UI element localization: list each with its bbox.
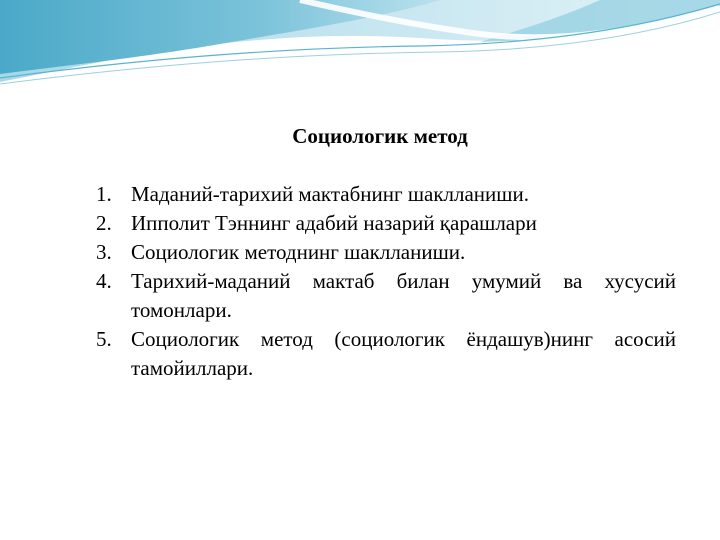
list-item-number: 4. [96, 269, 112, 293]
list-item [96, 238, 676, 267]
wave-decoration [0, 0, 720, 100]
slide-title: Социологик метод [292, 124, 468, 148]
list-item-number: 1. [96, 182, 112, 206]
list-item-number: 3. [96, 240, 112, 264]
list-item-text: Ипполит Тэннинг адабий назарий қарашлари [131, 211, 537, 235]
list-item-text: Социологик методнинг шаклланиши. [131, 240, 466, 264]
list-item [96, 267, 676, 325]
list-item [96, 180, 676, 209]
list-item-number: 5. [96, 327, 112, 351]
list-item-text: Маданий-тарихий мактабнинг шаклланиши. [131, 182, 529, 206]
list-item [96, 325, 676, 383]
list-item-number: 2. [96, 211, 112, 235]
list-item [96, 209, 676, 238]
topic-list [96, 180, 676, 383]
list-item-text: Тарихий-маданий мактаб билан умумий ва хусусий томонлари. [131, 269, 676, 322]
list-item-text: Социологик метод (социологик ёндашув)нинг асосий тамойиллари. [131, 327, 676, 380]
